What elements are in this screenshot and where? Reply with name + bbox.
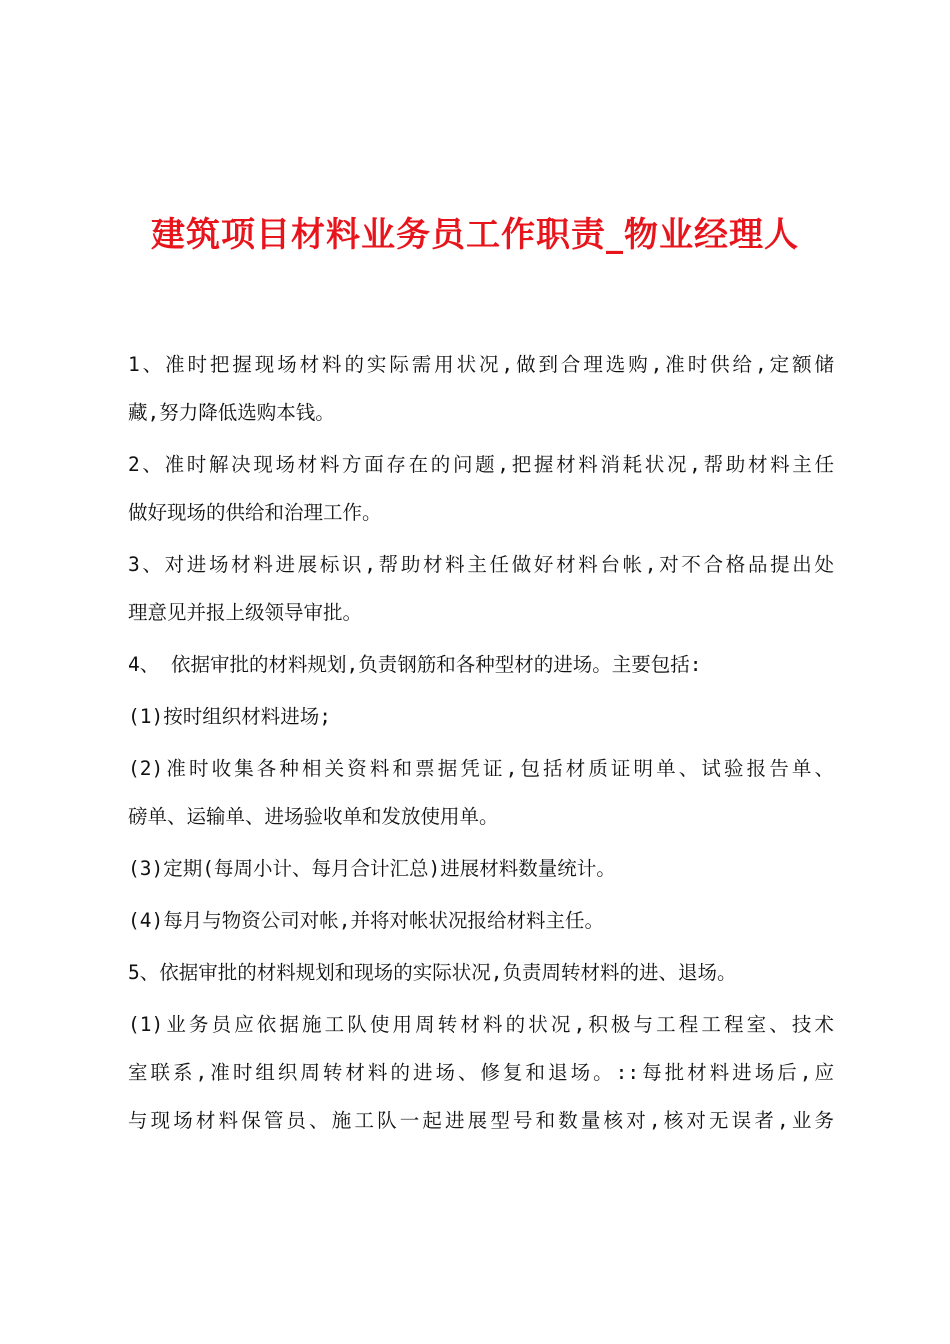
paragraph-2-line-1: 2、准时解决现场材料方面存在的问题,把握材料消耗状况,帮助材料主任 xyxy=(128,453,834,476)
item-4-2-line-1: (2)准时收集各种相关资料和票据凭证,包括材质证明单、试验报告单、 xyxy=(128,757,834,780)
paragraph-3-line-2: 理意见并报上级领导审批。 xyxy=(128,601,363,624)
paragraph-1-line-2: 藏,努力降低选购本钱。 xyxy=(128,401,335,424)
paragraph-2-line-2: 做好现场的供给和治理工作。 xyxy=(128,501,382,524)
item-4-4: (4)每月与物资公司对帐,并将对帐状况报给材料主任。 xyxy=(128,909,604,932)
paragraph-5: 5、依据审批的材料规划和现场的实际状况,负责周转材料的进、退场。 xyxy=(128,961,737,984)
paragraph-1-line-1: 1、准时把握现场材料的实际需用状况,做到合理选购,准时供给,定额储 xyxy=(128,353,834,376)
document-body xyxy=(128,341,834,1145)
item-4-3: (3)定期(每周小计、每月合计汇总)进展材料数量统计。 xyxy=(128,857,616,880)
item-4-1: (1)按时组织材料进场; xyxy=(128,705,331,728)
item-4-2-line-2: 磅单、运输单、进场验收单和发放使用单。 xyxy=(128,805,499,828)
paragraph-4: 4、 依据审批的材料规划,负责钢筋和各种型材的进场。主要包括: xyxy=(128,653,702,676)
item-5-1-line-3: 与现场材料保管员、施工队一起进展型号和数量核对,核对无误者,业务 xyxy=(128,1109,834,1132)
item-5-1-line-1: (1)业务员应依据施工队使用周转材料的状况,积极与工程工程室、技术 xyxy=(128,1013,834,1036)
document-title: 建筑项目材料业务员工作职责_物业经理人 xyxy=(151,215,799,255)
item-5-1-line-2: 室联系,准时组织周转材料的进场、修复和退场。::每批材料进场后,应 xyxy=(128,1061,834,1084)
paragraph-3-line-1: 3、对进场材料进展标识,帮助材料主任做好材料台帐,对不合格品提出处 xyxy=(128,553,834,576)
